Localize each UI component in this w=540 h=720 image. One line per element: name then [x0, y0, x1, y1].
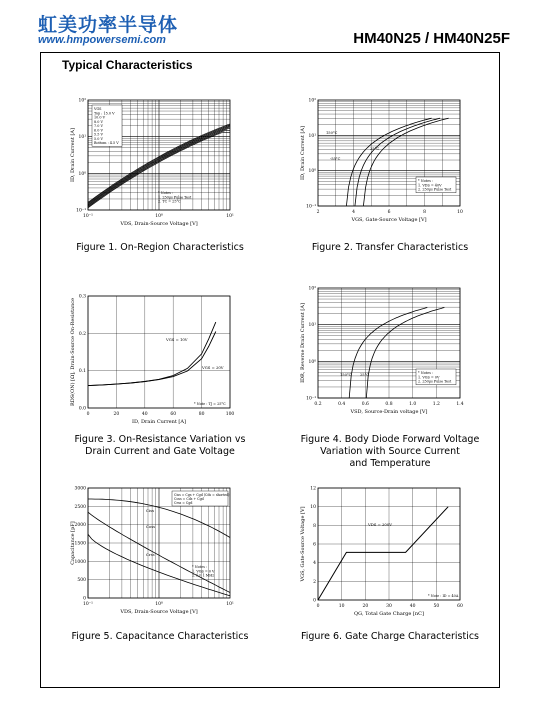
- caption-line: Variation with Source Current: [320, 446, 460, 457]
- y-axis-label: ID, Drain Current [A]: [70, 128, 76, 182]
- y-tick-label: 1000: [74, 559, 86, 565]
- caption-line: Figure 6. Gate Charge Characteristics: [300, 631, 480, 642]
- x-tick-label: 10⁻¹: [83, 602, 93, 607]
- figure-3-plot: [60, 288, 240, 428]
- x-axis-label: ID, Drain Current [A]: [132, 419, 186, 425]
- series-label: VGS = 10V: [166, 337, 188, 342]
- y-axis-label: VGS, Gate-Source Voltage [V]: [300, 506, 306, 582]
- x-tick-label: 0.4: [338, 402, 346, 407]
- y-tick-label: 10⁰: [308, 169, 316, 175]
- legend-entry: Top : 15.0 V: [94, 111, 115, 116]
- y-tick-label: 0: [313, 598, 316, 604]
- x-tick-label: 60: [457, 604, 463, 609]
- note-text: * Notes :: [158, 191, 174, 195]
- y-tick-label: 4: [313, 561, 316, 567]
- y-tick-label: 10¹: [78, 135, 86, 141]
- y-axis-label: Capacitance [pF]: [70, 521, 76, 565]
- y-tick-label: 10²: [308, 286, 316, 292]
- section-title: Typical Characteristics: [62, 58, 193, 72]
- figure-1-caption: [45, 242, 275, 254]
- part-number: HM40N25 / HM40N25F: [353, 30, 510, 47]
- y-tick-label: 3000: [74, 486, 86, 492]
- y-tick-label: 8: [313, 523, 316, 529]
- x-tick-label: 100: [225, 412, 235, 417]
- note-text: 1. VGS = 0 V: [192, 569, 215, 574]
- series-label: 25°C: [360, 373, 370, 377]
- series-label: Coss: [146, 524, 156, 529]
- series-label: VGS = 20V: [202, 365, 224, 370]
- y-tick-label: 2500: [74, 504, 86, 510]
- y-tick-label: 10²: [78, 98, 86, 104]
- legend-entry: Crss = Cgd: [174, 501, 193, 505]
- y-axis-label: IDR, Reverse Drain Current [A]: [300, 303, 306, 383]
- y-tick-label: 0.2: [78, 331, 86, 337]
- note-text: * Notes :: [418, 179, 434, 183]
- y-tick-label: 10²: [308, 98, 316, 104]
- x-tick-label: 50: [433, 604, 440, 609]
- x-axis-label: VDS, Drain-Source Voltage [V]: [120, 609, 198, 615]
- y-tick-label: 6: [313, 542, 316, 548]
- figure-1-plot: [60, 92, 240, 232]
- note-text: 2. f = 1 MHz: [192, 573, 215, 578]
- note-text: 2. TC = 25°C: [158, 199, 181, 204]
- y-tick-label: 10⁰: [78, 171, 86, 177]
- x-axis-label: QG, Total Gate Charge [nC]: [354, 611, 424, 617]
- series-label: 150°C: [340, 373, 352, 377]
- series-label: VDS = 200V: [368, 522, 392, 527]
- y-tick-label: 1500: [74, 541, 86, 547]
- legend-entry: 5.5 V: [94, 132, 103, 137]
- y-tick-label: 10⁻¹: [306, 204, 316, 210]
- x-tick-label: 20: [113, 412, 120, 417]
- x-tick-label: 2: [316, 210, 320, 215]
- figure-5-caption: [45, 631, 275, 643]
- chart-svg: [60, 288, 240, 428]
- figure-2-caption: [275, 242, 505, 254]
- y-tick-label: 10⁻¹: [306, 396, 316, 402]
- legend-entry: 8.0 V: [94, 119, 103, 124]
- caption-line: Figure 1. On-Region Characteristics: [76, 242, 244, 253]
- legend-entry: 6.0 V: [94, 128, 103, 133]
- x-tick-label: 10⁰: [155, 602, 163, 607]
- figure-6-plot: [290, 480, 470, 620]
- company-logo-cn: 虹美功率半导体: [38, 14, 179, 36]
- chart-svg: [290, 480, 470, 620]
- x-tick-label: 30: [386, 604, 392, 609]
- y-tick-label: 2: [313, 579, 316, 585]
- series-label: -55°C: [330, 157, 341, 161]
- note-text: * Notes :: [418, 371, 434, 375]
- caption-line: Figure 5. Capacitance Characteristics: [71, 631, 249, 642]
- y-tick-label: 0: [83, 596, 86, 602]
- legend-entry: Coss = Cds + Cgd: [174, 497, 204, 501]
- x-tick-label: 0.2: [314, 402, 322, 407]
- y-tick-label: 10¹: [308, 323, 316, 329]
- y-tick-label: 10⁻¹: [76, 208, 86, 214]
- x-tick-label: 0: [316, 604, 320, 609]
- series-label: 150°C: [326, 131, 338, 135]
- plot-area: [88, 296, 230, 408]
- x-tick-label: 0.6: [361, 402, 369, 407]
- y-tick-label: 0.0: [78, 406, 86, 412]
- note-text: 1. VDS = 40V: [418, 183, 442, 188]
- y-tick-label: 12: [310, 486, 316, 492]
- x-axis-label: VDS, Drain-Source Voltage [V]: [120, 221, 198, 227]
- note-text: * Note : TJ = 25°C: [194, 402, 226, 406]
- figure-4-plot: [290, 280, 470, 420]
- x-tick-label: 10: [338, 604, 345, 609]
- legend-entry: Ciss = Cgs + Cgd (Cds = shorted): [174, 493, 230, 497]
- figure-4-caption: [275, 434, 505, 470]
- x-tick-label: 10¹: [226, 214, 234, 219]
- x-tick-label: 1.0: [409, 402, 417, 407]
- caption-line: Figure 2. Transfer Characteristics: [311, 242, 469, 253]
- chart-svg: [60, 92, 240, 232]
- x-tick-label: 10: [457, 210, 463, 215]
- y-tick-label: 2000: [74, 523, 86, 529]
- legend-entry: 10.0 V: [94, 115, 106, 120]
- note-text: 1. VGS = 0V: [418, 375, 440, 380]
- note-text: * Note : ID = 40A: [428, 594, 459, 598]
- y-tick-label: 10⁰: [308, 359, 316, 365]
- x-tick-label: 0.8: [385, 402, 393, 407]
- caption-line: Figure 3. On-Resistance Variation vs: [74, 434, 246, 445]
- note-text: 2. 250μs Pulse Test: [418, 187, 452, 192]
- x-axis-label: VSD, Source-Drain voltage [V]: [350, 409, 428, 415]
- caption-line: Drain Current and Gate Voltage: [85, 446, 235, 457]
- x-tick-label: 10⁻¹: [83, 214, 93, 219]
- legend-entry: 7.0 V: [94, 124, 103, 128]
- y-tick-label: 10¹: [308, 133, 316, 139]
- series-label: 25°C: [370, 147, 380, 151]
- y-tick-label: 10: [310, 505, 316, 511]
- chart-svg: [60, 480, 240, 620]
- y-tick-label: 0.3: [78, 294, 86, 300]
- caption-line: and Temperature: [349, 458, 431, 469]
- x-tick-label: 4: [352, 210, 355, 215]
- figure-5-plot: [60, 480, 240, 620]
- x-tick-label: 10⁰: [155, 214, 163, 219]
- x-tick-label: 20: [362, 604, 369, 609]
- chart-svg: [290, 280, 470, 420]
- note-text: * Notes :: [192, 565, 208, 569]
- legend-entry: Bottom : 4.5 V: [94, 141, 119, 145]
- figure-6-caption: [275, 631, 505, 643]
- legend-entry: VGS: [94, 107, 102, 111]
- company-website[interactable]: www.hmpowersemi.com: [38, 34, 166, 46]
- caption-line: Figure 4. Body Diode Forward Voltage: [300, 434, 480, 445]
- x-tick-label: 1.4: [456, 402, 464, 407]
- x-tick-label: 10¹: [226, 602, 234, 607]
- y-tick-label: 0.1: [78, 369, 86, 375]
- note-text: 2. 250μs Pulse Test: [418, 379, 452, 384]
- series-label: Crss: [146, 552, 155, 557]
- y-axis-label: ID, Drain Current [A]: [300, 126, 306, 180]
- figure-2-plot: [290, 92, 470, 232]
- x-tick-label: 1.2: [432, 402, 440, 407]
- x-axis-label: VGS, Gate-Source Voltage [V]: [351, 217, 427, 223]
- chart-svg: [290, 92, 470, 232]
- x-tick-label: 40: [409, 604, 416, 609]
- x-tick-label: 40: [141, 412, 148, 417]
- series-label: Ciss: [146, 508, 155, 513]
- x-tick-label: 8: [423, 210, 426, 215]
- legend-entry: 5.0 V: [94, 136, 103, 141]
- x-tick-label: 0: [86, 412, 90, 417]
- y-tick-label: 500: [77, 578, 86, 584]
- x-tick-label: 80: [198, 412, 205, 417]
- note-text: 1. 250μs Pulse Test: [158, 195, 192, 200]
- x-tick-label: 60: [170, 412, 177, 417]
- x-tick-label: 6: [387, 210, 391, 215]
- y-axis-label: RDS(ON) [Ω], Drain-Source On-Resistance: [70, 297, 76, 407]
- figure-3-caption: [45, 434, 275, 458]
